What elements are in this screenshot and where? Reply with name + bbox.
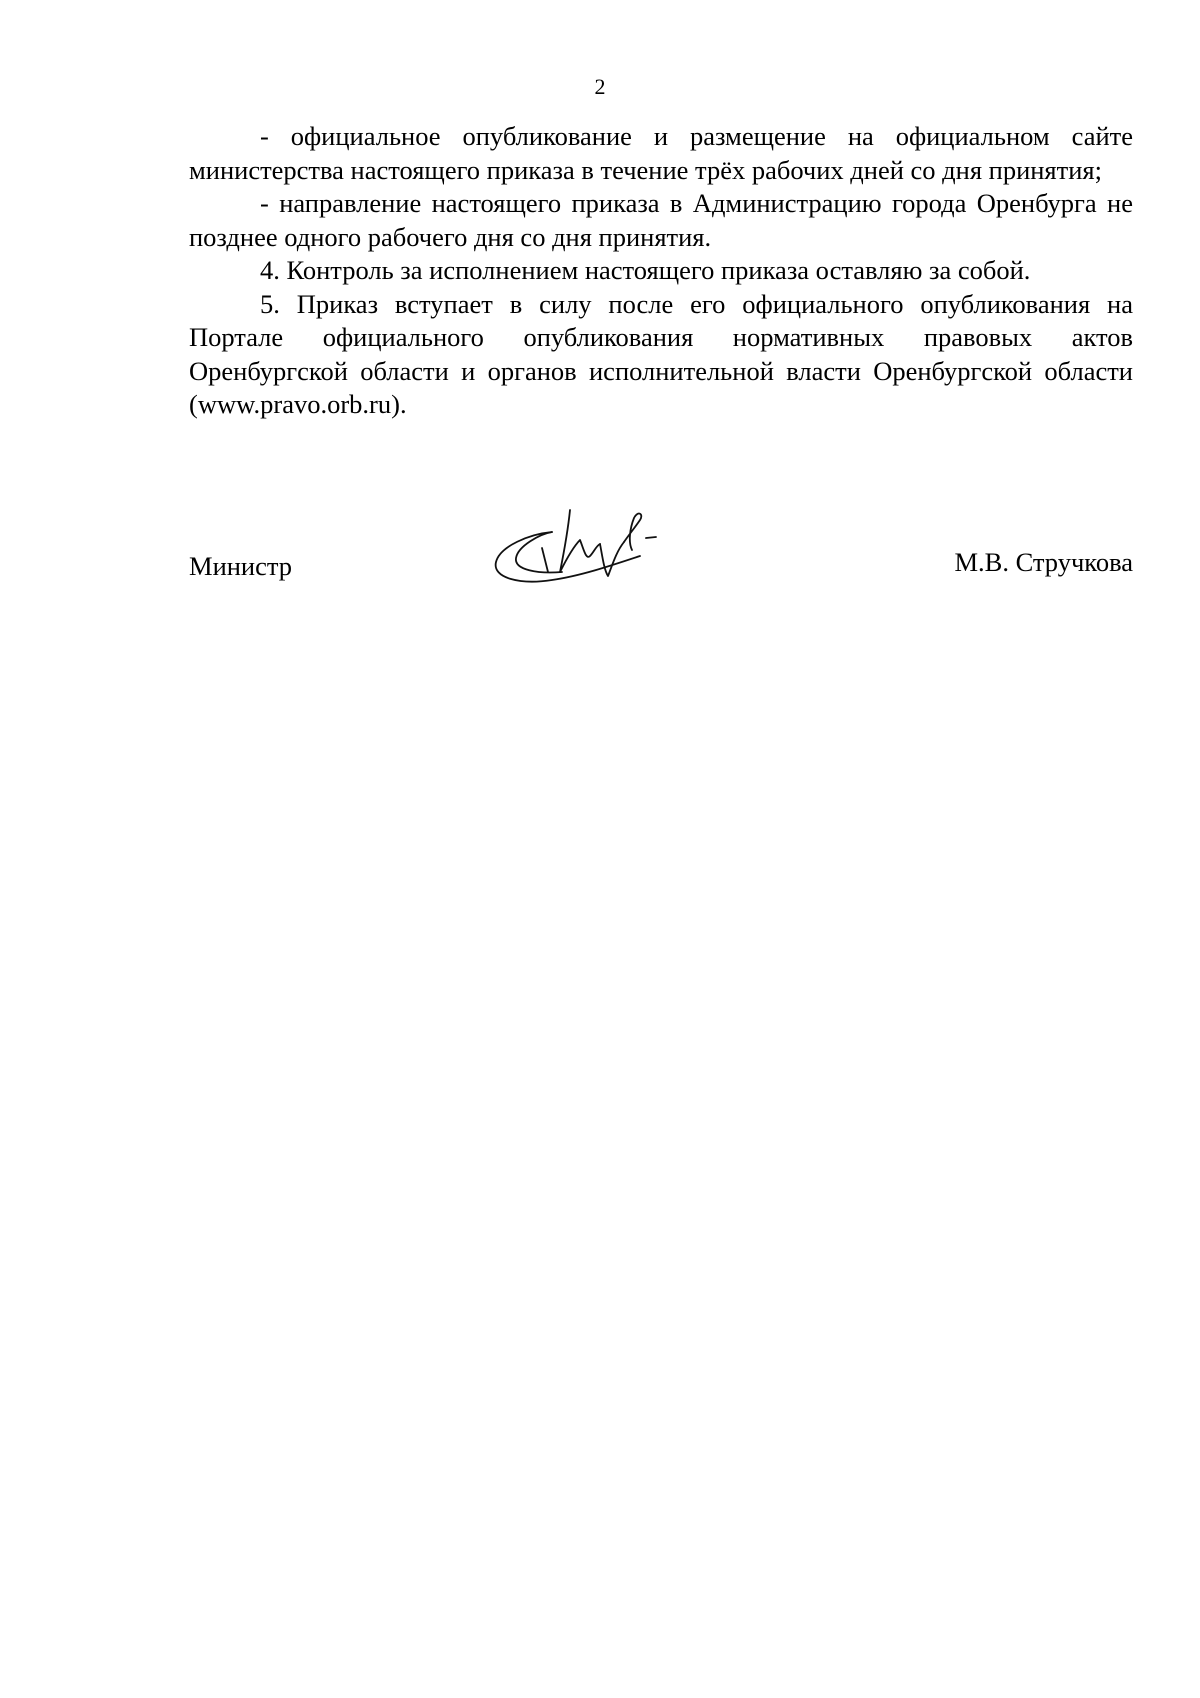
document-body [189, 120, 1133, 422]
paragraph-effective-date: 5. Приказ вступает в силу после его официального опубликования на Портале официального опубликования нормативных правовых актов Оренбургской области и органов исполнительной власти Оренбургской области (www.pravo.orb.ru). [189, 288, 1133, 419]
paragraph-administration: - направление настоящего приказа в Администрацию города Оренбурга не позднее одного рабочего дня со дня принятия. [189, 188, 1133, 252]
page-number: 2 [594, 74, 606, 99]
paragraph-publication: - официальное опубликование и размещение на официальном сайте министерства настоящего приказа в течение трёх рабочих дней со дня принятия; [189, 121, 1133, 185]
signer-position: Министр [189, 551, 293, 581]
paragraph-control: 4. Контроль за исполнением настоящего приказа оставляю за собой. [260, 255, 1031, 285]
signature-block [189, 547, 1133, 590]
signer-name: М.В. Стручкова [954, 547, 1133, 577]
